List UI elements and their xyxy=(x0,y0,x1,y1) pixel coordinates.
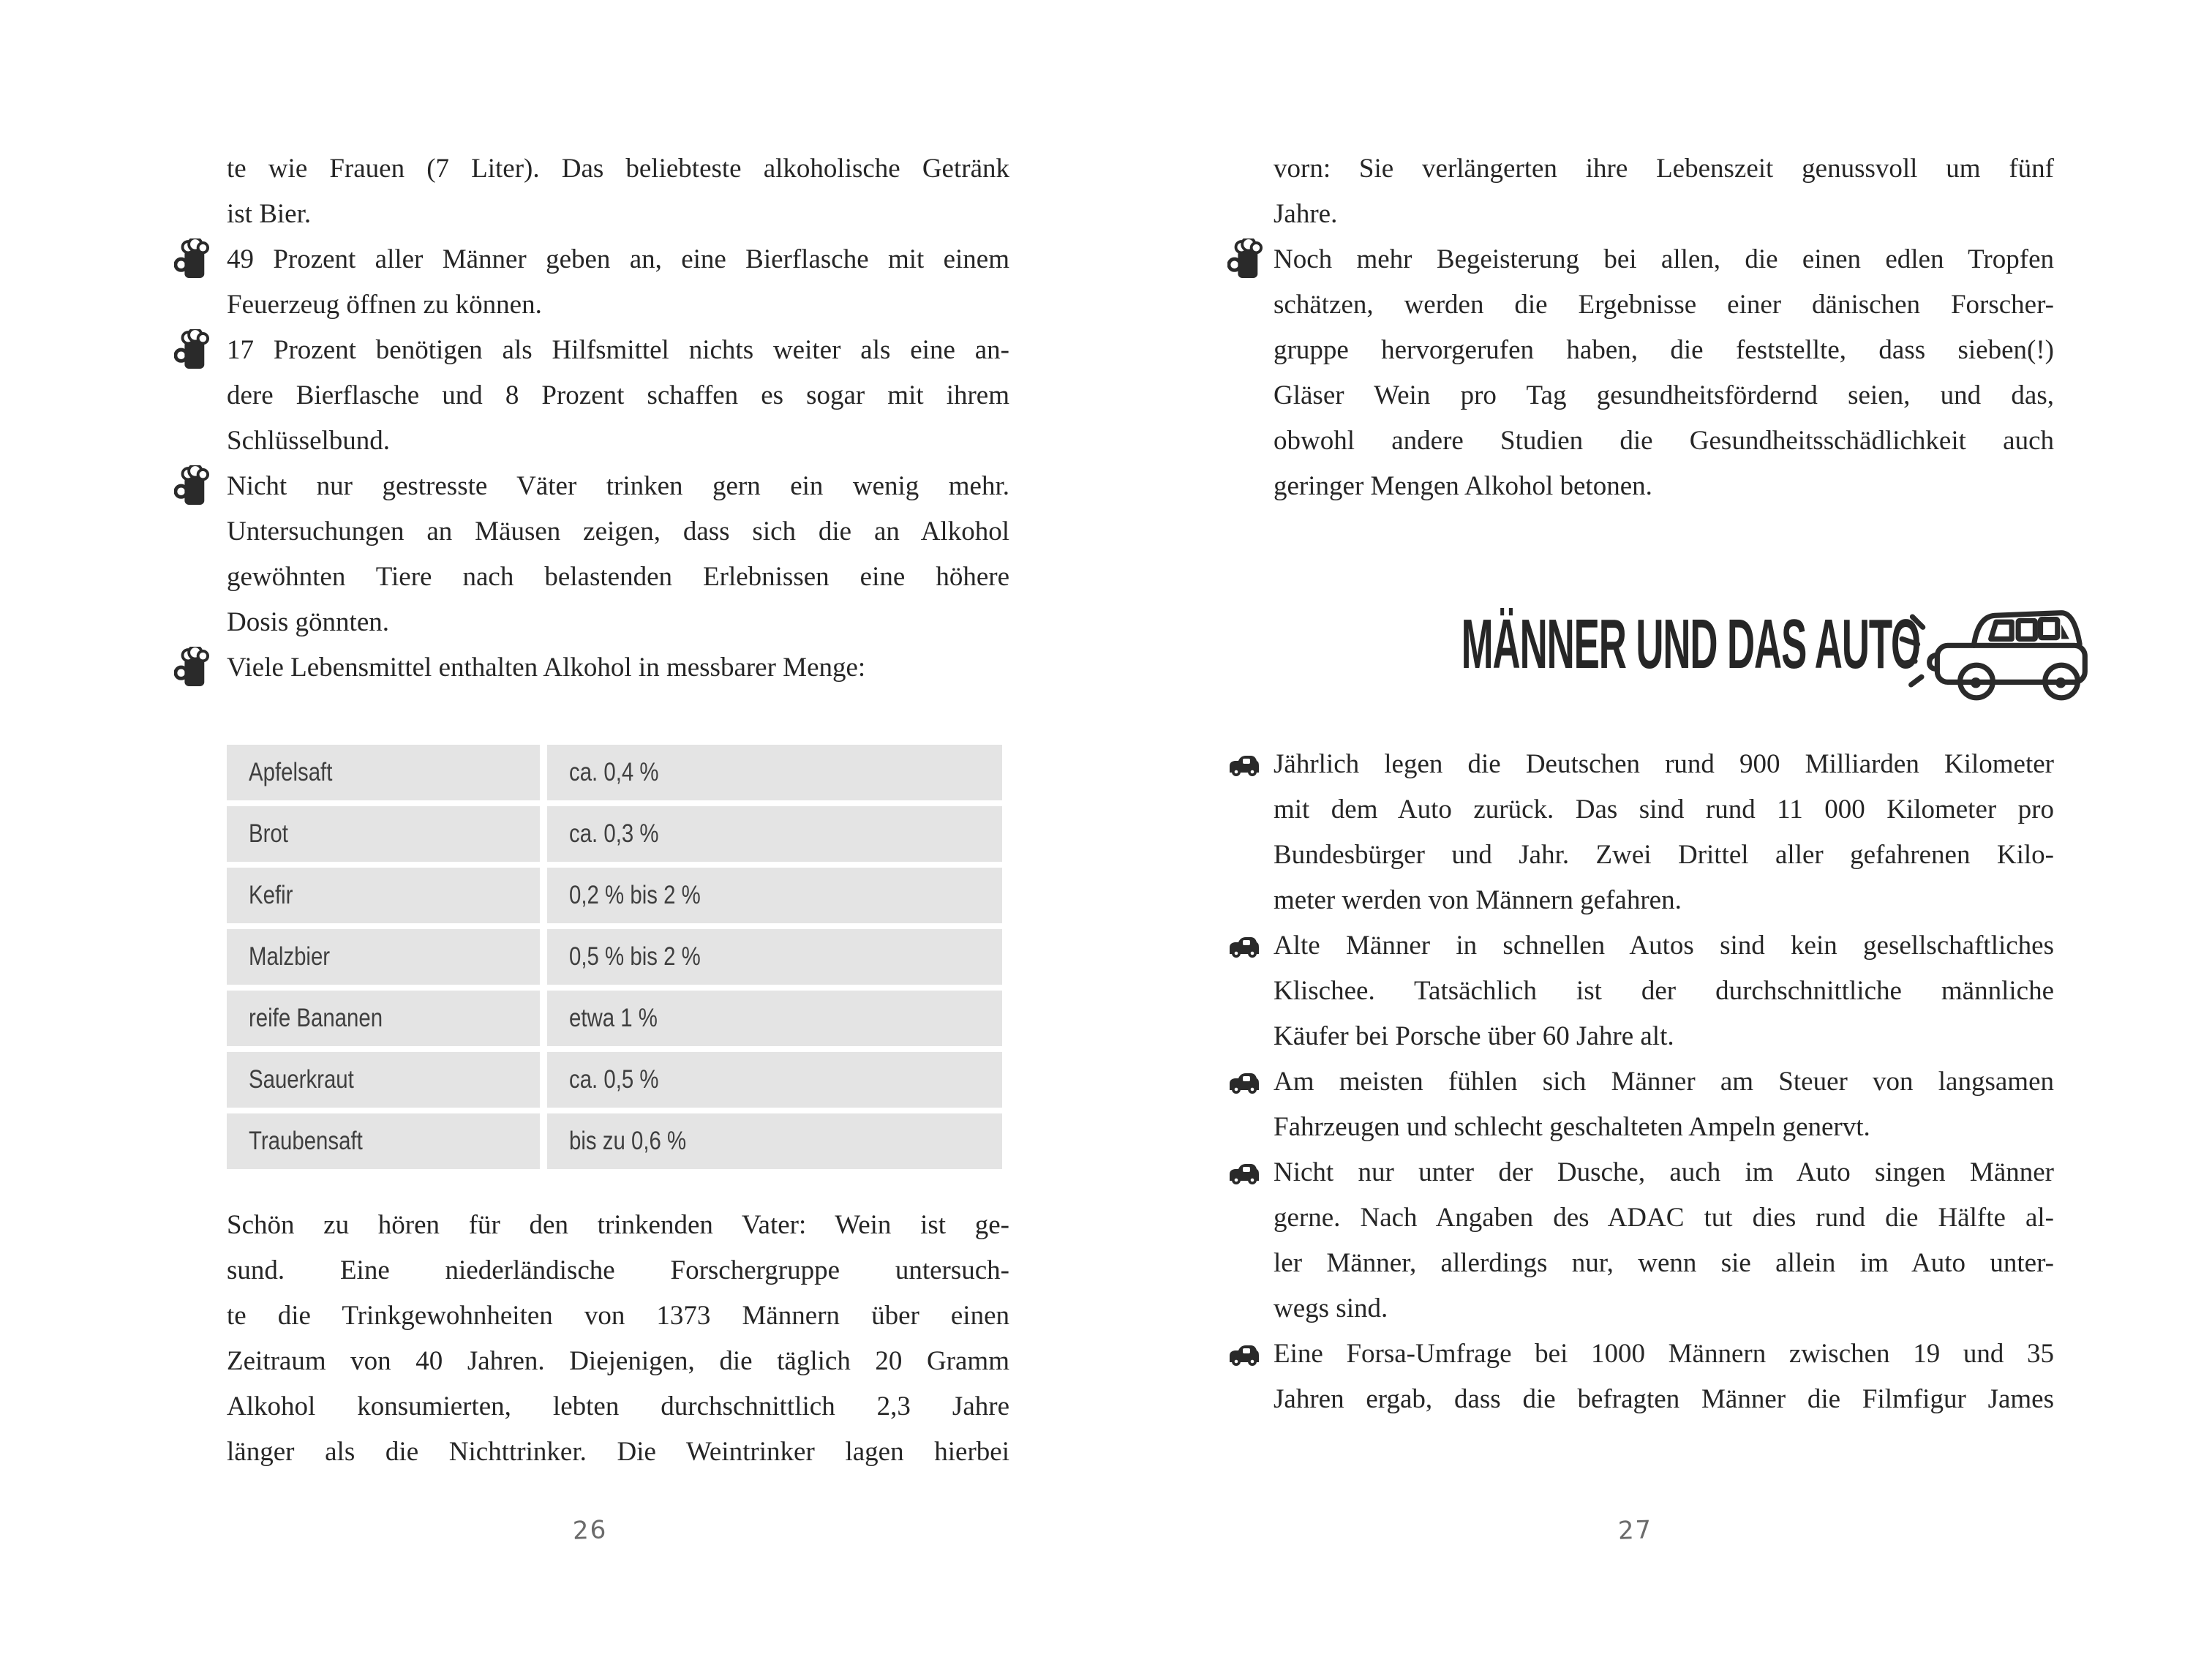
text-line: Dosis gönnten. xyxy=(227,607,389,637)
text-line: Jahren ergab, dass die befragten Männer die Filmfigur James xyxy=(1274,1384,2054,1414)
table-row xyxy=(227,745,1002,800)
car-icon xyxy=(1227,934,1261,958)
text-line: Nicht nur gestresste Väter trinken gern ein wenig mehr. xyxy=(227,471,1009,501)
table-cell-item xyxy=(227,745,540,800)
table-cell-text: bis zu 0,6 % xyxy=(569,1127,687,1155)
text-line: wegs sind. xyxy=(1274,1293,1388,1323)
car-icon xyxy=(1227,1070,1261,1094)
beer-mug-icon xyxy=(174,238,209,281)
beer-mug-icon xyxy=(174,329,209,372)
section-heading-text: MÄNNER UND DAS AUTO xyxy=(1461,605,1921,683)
table-row xyxy=(227,1113,1002,1169)
table-cell-value xyxy=(547,806,1002,862)
text-column-right xyxy=(1274,146,2054,1422)
table-row xyxy=(227,806,1002,862)
paragraph xyxy=(1274,146,2054,237)
text-line: Alte Männer in schnellen Autos sind kein gesellschaftliches xyxy=(1274,931,2054,961)
text-line: Schön zu hören für den trinkenden Vater: Wein ist ge- xyxy=(227,1210,1009,1240)
text-line: geringer Mengen Alkohol betonen. xyxy=(1274,471,1652,501)
text-line: 49 Prozent aller Männer geben an, eine Bierflasche mit einem xyxy=(227,244,1009,274)
table-row xyxy=(227,929,1002,985)
text-line: Eine Forsa-Umfrage bei 1000 Männern zwischen 19 und 35 xyxy=(1274,1339,2054,1369)
table-cell-item xyxy=(227,929,540,985)
table-cell-text: Traubensaft xyxy=(249,1127,363,1155)
text-line: länger als die Nichttrinker. Die Weintrinker lagen hierbei xyxy=(227,1437,1009,1467)
text-line: Viele Lebensmittel enthalten Alkohol in messbarer Menge: xyxy=(227,653,866,683)
text-line: te wie Frauen (7 Liter). Das beliebteste alkoholische Getränk xyxy=(227,154,1009,184)
table-cell-text: ca. 0,3 % xyxy=(569,819,659,848)
table-row xyxy=(227,991,1002,1046)
text-line: gerne. Nach Angaben des ADAC tut dies rund die Hälfte al- xyxy=(1274,1203,2054,1233)
beer-mug-icon xyxy=(1227,238,1263,281)
text-line: Feuerzeug öffnen zu können. xyxy=(227,290,542,320)
text-line: ler Männer, allerdings nur, wenn sie allein im Auto unter- xyxy=(1274,1248,2054,1278)
table-cell-text: Malzbier xyxy=(249,942,331,971)
text-line: Fahrzeugen und schlecht geschalteten Ampeln genervt. xyxy=(1274,1112,1870,1142)
text-line: ist Bier. xyxy=(227,199,312,229)
bullet-item xyxy=(1274,742,2054,923)
table-cell-item xyxy=(227,1052,540,1108)
bullet-item xyxy=(227,464,1009,645)
table-cell-item xyxy=(227,1113,540,1169)
bullet-item xyxy=(227,645,1009,691)
paragraph xyxy=(227,146,1009,237)
table-cell-value xyxy=(547,929,1002,985)
text-line: Alkohol konsumierten, lebten durchschnittlich 2,3 Jahre xyxy=(227,1391,1009,1421)
page-number: 27 xyxy=(1617,1515,1653,1546)
text-line: Nicht nur unter der Dusche, auch im Auto singen Männer xyxy=(1274,1157,2054,1187)
bullet-item xyxy=(227,237,1009,328)
table-cell-text: Apfelsaft xyxy=(249,758,333,786)
paragraph xyxy=(227,1203,1009,1475)
text-line: Jährlich legen die Deutschen rund 900 Milliarden Kilometer xyxy=(1274,749,2054,779)
car-doodle-illustration xyxy=(1897,598,2093,703)
text-line: Gläser Wein pro Tag gesundheitsfördernd seien, und das, xyxy=(1274,380,2054,410)
text-line: dere Bierflasche und 8 Prozent schaffen es sogar mit ihrem xyxy=(227,380,1009,410)
table-cell-item xyxy=(227,868,540,923)
bullet-item xyxy=(1274,1059,2054,1150)
table-row xyxy=(227,868,1002,923)
beer-mug-icon xyxy=(174,647,209,689)
table-row xyxy=(227,1052,1002,1108)
beer-mug-icon xyxy=(174,465,209,508)
table-cell-value xyxy=(547,991,1002,1046)
text-line: Untersuchungen an Mäusen zeigen, dass sich die an Alkohol xyxy=(227,516,1009,546)
table-cell-text: ca. 0,5 % xyxy=(569,1065,659,1094)
car-icon xyxy=(1227,1342,1261,1366)
table-cell-text: 0,2 % bis 2 % xyxy=(569,881,701,909)
table-cell-value xyxy=(547,1052,1002,1108)
page-number: 26 xyxy=(572,1515,608,1546)
table-cell-text: Brot xyxy=(249,819,288,848)
bullet-item xyxy=(1274,1331,2054,1422)
bullet-item xyxy=(227,328,1009,464)
text-line: mit dem Auto zurück. Das sind rund 11 000 Kilometer pro xyxy=(1274,794,2054,824)
text-line: Klischee. Tatsächlich ist der durchschnittliche männliche xyxy=(1274,976,2054,1006)
table-cell-item xyxy=(227,991,540,1046)
bullet-item xyxy=(1274,1150,2054,1331)
text-line: gewöhnten Tiere nach belastenden Erlebnissen eine höhere xyxy=(227,562,1009,592)
text-line: Schlüsselbund. xyxy=(227,426,391,456)
table-cell-value xyxy=(547,745,1002,800)
table-cell-value xyxy=(547,868,1002,923)
text-line: te die Trinkgewohnheiten von 1373 Männern über einen xyxy=(227,1301,1009,1331)
text-line: Käufer bei Porsche über 60 Jahre alt. xyxy=(1274,1021,1674,1051)
text-line: Am meisten fühlen sich Männer am Steuer von langsamen xyxy=(1274,1067,2054,1097)
alcohol-content-table xyxy=(227,745,1002,1169)
bullet-item xyxy=(1274,237,2054,509)
text-line: obwohl andere Studien die Gesundheitsschädlichkeit auch xyxy=(1274,426,2054,456)
bullet-item xyxy=(1274,923,2054,1059)
text-line: Noch mehr Begeisterung bei allen, die einen edlen Tropfen xyxy=(1274,244,2054,274)
text-line: vorn: Sie verlängerten ihre Lebenszeit genussvoll um fünf xyxy=(1274,154,2054,184)
text-line: schätzen, werden die Ergebnisse einer dänischen Forscher- xyxy=(1274,290,2054,320)
table-cell-text: 0,5 % bis 2 % xyxy=(569,942,701,971)
table-cell-text: ca. 0,4 % xyxy=(569,758,659,786)
section-heading xyxy=(1274,604,2054,685)
text-line: gruppe hervorgerufen haben, die feststellte, dass sieben(!) xyxy=(1274,335,2054,365)
table-cell-item xyxy=(227,806,540,862)
text-line: Jahre. xyxy=(1274,199,1338,229)
text-line: Zeitraum von 40 Jahren. Diejenigen, die täglich 20 Gramm xyxy=(227,1346,1009,1376)
text-line: Bundesbürger und Jahr. Zwei Drittel aller gefahrenen Kilo- xyxy=(1274,840,2054,870)
text-line: sund. Eine niederländische Forschergruppe untersuch- xyxy=(227,1255,1009,1285)
table-cell-text: etwa 1 % xyxy=(569,1004,658,1032)
text-line: meter werden von Männern gefahren. xyxy=(1274,885,1682,915)
car-icon xyxy=(1227,1161,1261,1184)
table-cell-text: reife Bananen xyxy=(249,1004,383,1032)
table-cell-text: Sauerkraut xyxy=(249,1065,354,1094)
text-line: 17 Prozent benötigen als Hilfsmittel nichts weiter als eine an- xyxy=(227,335,1009,365)
table-cell-text: Kefir xyxy=(249,881,293,909)
page-right xyxy=(1106,0,2212,1668)
table-cell-value xyxy=(547,1113,1002,1169)
text-column-left xyxy=(227,146,1009,1475)
car-icon xyxy=(1227,753,1261,776)
